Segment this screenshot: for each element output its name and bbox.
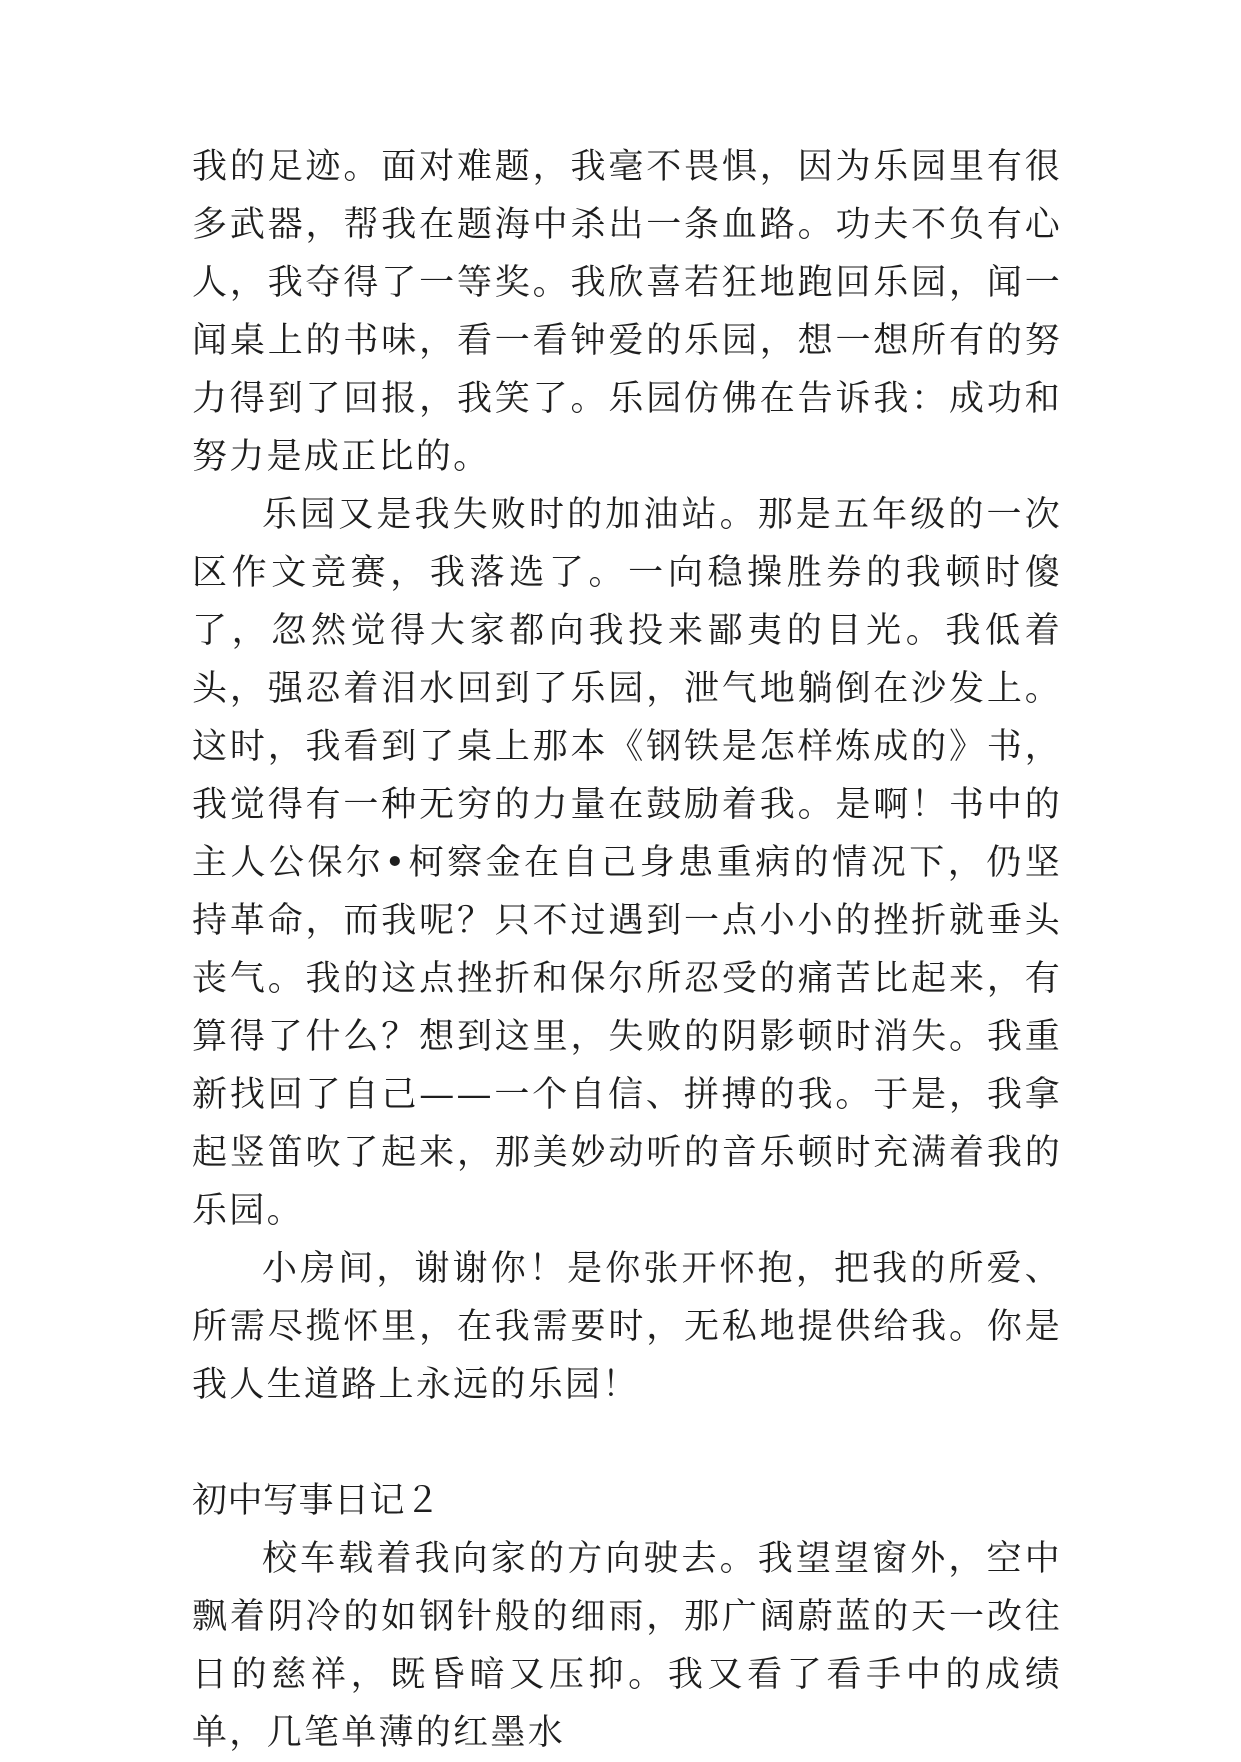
paragraph-continued: 我的足迹。面对难题，我毫不畏惧，因为乐园里有很多武器，帮我在题海中杀出一条血路。功夫不负有心人，我夺得了一等奖。我欣喜若狂地跑回乐园，闻一闻桌上的书味，看一看钟爱的乐园，想一想所有的努力得到了回报，我笑了。乐园仿佛在告诉我：成功和努力是成正比的。 [192,147,1062,477]
paragraph: 校车载着我向家的方向驶去。我望望窗外，空中飘着阴冷的如钢针般的细雨，那广阔蔚蓝的天一改往日的慈祥，既昏暗又压抑。我又看了看手中的成绩单，几笔单薄的红墨水 [192,1539,1062,1753]
paragraph: 乐园又是我失败时的加油站。那是五年级的一次区作文竞赛，我落选了。一向稳操胜券的我顿时傻了，忽然觉得大家都向我投来鄙夷的目光。我低着头，强忍着泪水回到了乐园，泄气地躺倒在沙发上。这时，我看到了桌上那本《钢铁是怎样炼成的》书，我觉得有一种无穷的力量在鼓励着我。是啊！书中的主人公保尔•柯察金在自己身患重病的情况下，仍坚持革命，而我呢？只不过遇到一点小小的挫折就垂头丧气。我的这点挫折和保尔所忍受的痛苦比起来，有算得了什么？想到这里，失败的阴影顿时消失。我重新找回了自己——一个自信、拼搏的我。于是，我拿起竖笛吹了起来，那美妙动听的音乐顿时充满着我的乐园。 [192,495,1062,1231]
paragraph: 小房间，谢谢你！是你张开怀抱，把我的所爱、所需尽揽怀里，在我需要时，无私地提供给我。你是我人生道路上永远的乐园！ [192,1249,1062,1405]
section-title: 初中写事日记２ [192,1481,441,1521]
document-body [192,138,1062,1762]
